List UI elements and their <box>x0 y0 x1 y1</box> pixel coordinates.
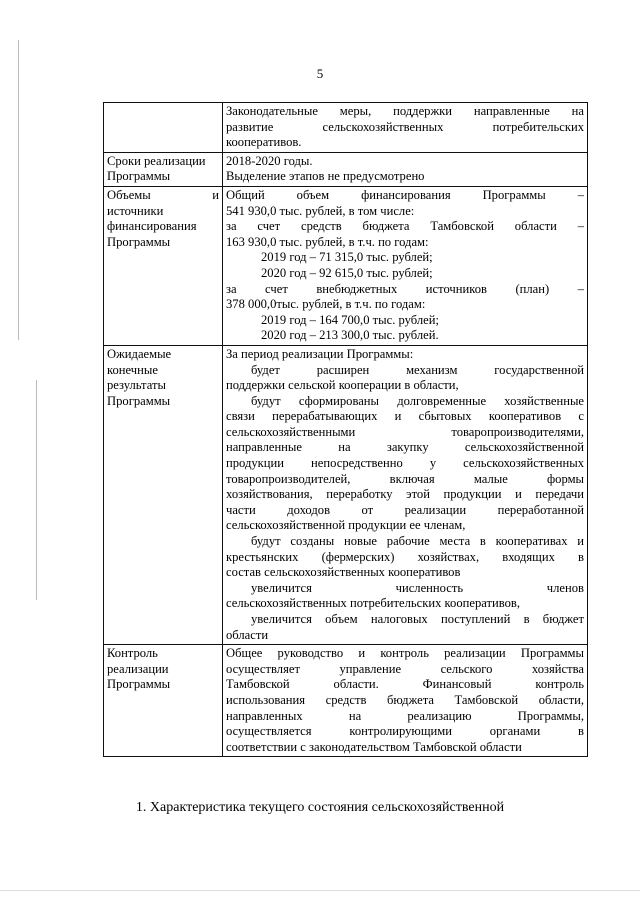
row-content-line: 2020 год – 92 615,0 тыс. рублей; <box>261 265 433 280</box>
passport-row-results <box>104 345 588 644</box>
row-content-line: продукции непосредственно у сельскохозяйственных <box>226 456 584 471</box>
row-content-line: поддержки сельской кооперации в области, <box>226 378 459 393</box>
passport-table-body <box>104 103 588 757</box>
page-number: 5 <box>316 66 324 81</box>
row-label-line: Объемы и <box>107 187 219 202</box>
row-content-cell <box>223 103 588 153</box>
row-content-line: хозяйствования, переработку этой продукции и передачи <box>226 487 584 502</box>
row-content-line: состав сельскохозяйственных кооперативов <box>226 565 461 580</box>
scan-margin-mark <box>36 380 37 600</box>
row-content-line: направленные на закупку сельскохозяйственной <box>226 440 584 455</box>
row-label-cell <box>104 645 223 757</box>
row-content-cell <box>223 645 588 757</box>
row-label-line: конечные <box>107 362 158 377</box>
row-content-line: соответствии с законодательством Тамбовской области <box>226 739 522 754</box>
row-content-line: увеличится объем налоговых поступлений в бюджет <box>251 612 584 626</box>
row-content-line: сельскохозяйственной продукции ее членам, <box>226 518 466 533</box>
row-content-line: будут сформированы долговременные хозяйственные <box>251 393 584 408</box>
row-content-line: Законодательные меры, поддержки направленные на <box>226 104 584 118</box>
row-label-cell <box>104 152 223 186</box>
scan-margin-mark <box>18 40 19 340</box>
scan-bottom-edge <box>0 890 640 891</box>
row-content-line: 2019 год – 71 315,0 тыс. рублей; <box>261 250 433 265</box>
row-label-line: Программы <box>107 234 171 249</box>
row-label-line: Сроки реализации <box>107 153 206 168</box>
row-content-line: будет расширен механизм государственной <box>251 362 584 377</box>
row-content-line: части доходов от реализации переработанной <box>226 502 584 517</box>
row-content-line: за счет средств бюджета Тамбовской области – <box>226 219 584 234</box>
row-label-cell <box>104 186 223 345</box>
row-label-cell <box>104 103 223 153</box>
passport-row-terms <box>104 152 588 186</box>
row-content-line: сельскохозяйственными товаропроизводителями, <box>226 424 584 439</box>
row-content-line: Общий объем финансирования Программы – <box>226 187 584 202</box>
row-content-cell <box>223 152 588 186</box>
passport-row-funding <box>104 186 588 345</box>
row-content-line: За период реализации Программы: <box>226 346 414 361</box>
row-content-line: товаропроизводителей, включая малые формы <box>226 471 584 486</box>
passport-row-control <box>104 645 588 757</box>
row-content-line: Тамбовской области. Финансовый контроль <box>226 677 584 692</box>
passport-row-continuation <box>104 103 588 153</box>
row-content-line: крестьянских (фермерских) хозяйствах, входящих в <box>226 549 584 564</box>
row-content-cell <box>223 345 588 644</box>
row-label-line: Программы <box>107 677 171 692</box>
row-label-line: финансирования <box>107 219 197 234</box>
row-content-line: связи перерабатывающих и сбытовых кооперативов с <box>226 409 584 424</box>
row-content-line: кооперативов. <box>226 135 302 150</box>
program-passport-table <box>103 102 588 757</box>
row-content-line: 2018-2020 годы. <box>226 153 313 168</box>
row-content-line: 163 930,0 тыс. рублей, в т.ч. по годам: <box>226 234 429 249</box>
row-content-line: за счет внебюджетных источников (план) – <box>226 281 584 296</box>
row-label-cell <box>104 345 223 644</box>
row-content-line: использования средств бюджета Тамбовской области, <box>226 692 584 707</box>
row-content-line: 541 930,0 тыс. рублей, в том числе: <box>226 203 415 218</box>
row-label-line: Программы <box>107 169 171 184</box>
row-label-line: источники <box>107 203 164 218</box>
row-content-cell <box>223 186 588 345</box>
row-content-line: осуществляется контролирующими органами в <box>226 724 584 739</box>
row-label-line: реализации <box>107 661 169 676</box>
row-content-line: 2020 год – 213 300,0 тыс. рублей. <box>261 328 439 343</box>
row-content-line: увеличится численность членов <box>251 580 584 595</box>
row-content-line: развитие сельскохозяйственных потребительских <box>226 119 584 134</box>
row-content-line: направленных на реализацию Программы, <box>226 708 584 723</box>
row-content-line: Выделение этапов не предусмотрено <box>226 169 425 184</box>
row-content-line: 378 000,0тыс. рублей, в т.ч. по годам: <box>226 297 426 312</box>
row-content-line: сельскохозяйственных потребительских кооперативов, <box>226 596 521 611</box>
section-heading: 1. Характеристика текущего состояния сельскохозяйственной <box>135 800 505 815</box>
row-content-line: области <box>226 627 269 642</box>
row-label-line: результаты <box>107 378 166 393</box>
row-content-line: будут созданы новые рабочие места в кооперативах и <box>251 534 584 549</box>
row-content-line: 2019 год – 164 700,0 тыс. рублей; <box>261 312 439 327</box>
row-label-line: Ожидаемые <box>107 346 172 361</box>
row-label-line: Контроль <box>107 646 158 661</box>
row-content-line: Общее руководство и контроль реализации Программы <box>226 646 584 661</box>
row-content-line: осуществляет управление сельского хозяйства <box>226 661 584 676</box>
row-label-line: Программы <box>107 393 171 408</box>
